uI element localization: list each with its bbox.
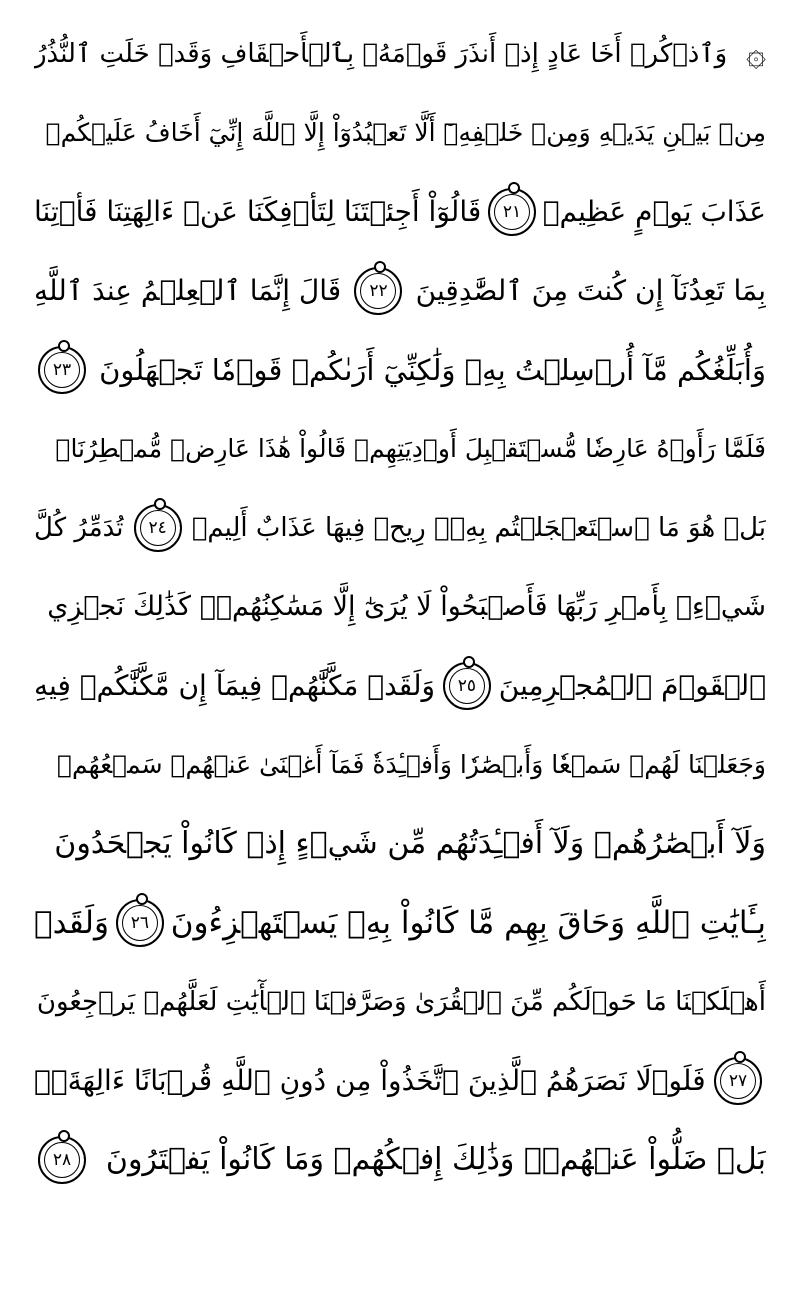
verse-line: [34, 646, 766, 725]
verse-text: ٱلۡقَوۡمَ ٱلۡمُجۡرِمِينَ: [498, 669, 766, 702]
verse-line: [34, 567, 766, 646]
ayah-number-marker: ٢١: [488, 188, 536, 236]
verse-line: [34, 488, 766, 567]
ayah-number-marker: ٢٦: [116, 899, 164, 947]
verse-text: قَالَ إِنَّمَا ٱلۡعِلۡمُ عِندَ ٱللَّهِ: [34, 274, 342, 307]
verse-text: بِمَا تَعِدُنَآ إِن كُنتَ مِنَ ٱلصَّٰدِقِينَ: [415, 274, 766, 307]
verse-line: [34, 804, 766, 883]
verse-text: شَيۡءِۭ بِأَمۡرِ رَبِّهَا فَأَصۡبَحُواْ لَا يُرَىٰٓ إِلَّا مَسَٰكِنُهُمۡۚ كَذَٰلِكَ نَجۡزِي: [47, 591, 766, 622]
verse-line: [34, 93, 766, 172]
verse-text: قَالُوٓاْ أَجِئۡتَنَا لِتَأۡفِكَنَا عَنۡ ءَالِهَتِنَا فَأۡتِنَا: [34, 195, 482, 228]
verse-text: فَلَوۡلَا نَصَرَهُمُ ٱلَّذِينَ ٱتَّخَذُواْ مِن دُونِ ٱللَّهِ قُرۡبَانًا ءَالِهَةَۢۖ: [34, 1064, 706, 1097]
verse-line: [34, 172, 766, 251]
ayah-number-marker: ٢٥: [443, 662, 491, 710]
ayah-number-marker: ٢٤: [134, 504, 182, 552]
verse-text: وَٱذۡكُرۡ أَخَا عَادٍ إِذۡ أَنذَرَ قَوۡمَهُۥ بِٱلۡأَحۡقَافِ وَقَدۡ خَلَتِ ٱلنُّذُرُ: [34, 38, 728, 69]
verse-text: وَلَقَدۡ مَكَّنَّٰهُمۡ فِيمَآ إِن مَّكَّنَّٰكُمۡ فِيهِ: [34, 669, 436, 702]
verse-line: [34, 330, 766, 409]
verse-text: بِـَٔايَٰتِ ٱللَّهِ وَحَاقَ بِهِم مَّا كَانُواْ بِهِۦ يَسۡتَهۡزِءُونَ: [170, 904, 766, 941]
verse-line: [34, 962, 766, 1041]
verse-text: فَلَمَّا رَأَوۡهُ عَارِضٗا مُّسۡتَقۡبِلَ أَوۡدِيَتِهِمۡ قَالُواْ هَٰذَا عَارِضٞ مُّمۡطِرُنَاۚ: [55, 434, 766, 463]
verse-text: وَلَقَدۡ: [34, 904, 109, 941]
ayah-number-marker: ٢٢: [354, 267, 402, 315]
verse-text: مِنۢ بَيۡنِ يَدَيۡهِ وَمِنۡ خَلۡفِهِۦٓ أَلَّا تَعۡبُدُوٓاْ إِلَّا ٱللَّهَ إِنِّيٓ أَخَافُ عَلَيۡكُمۡ: [45, 118, 766, 147]
verse-text: عَذَابَ يَوۡمٍ عَظِيمٖ: [542, 195, 766, 228]
verse-line: [34, 1120, 766, 1199]
verse-text: وَأُبَلِّغُكُم مَّآ أُرۡسِلۡتُ بِهِۦ وَلَٰكِنِّيٓ أَرَىٰكُمۡ قَوۡمٗا تَجۡهَلُونَ: [99, 352, 766, 387]
verse-text: أَهۡلَكۡنَا مَا حَوۡلَكُم مِّنَ ٱلۡقُرَىٰ وَصَرَّفۡنَا ٱلۡأٓيَٰتِ لَعَلَّهُمۡ يَرۡجِعُونَ: [36, 986, 766, 1017]
ayah-number-marker: ٢٨: [38, 1136, 86, 1184]
verse-line: [34, 1041, 766, 1120]
verse-line: [34, 725, 766, 804]
ayah-number-marker: ٢٧: [714, 1057, 762, 1105]
verse-text: تُدَمِّرُ كُلَّ: [34, 512, 124, 543]
verse-text: بَلۡ هُوَ مَا ٱسۡتَعۡجَلۡتُم بِهِۦۖ رِيحٞ فِيهَا عَذَابٌ أَلِيمٞ: [191, 512, 766, 543]
verse-text: بَلۡ ضَلُّواْ عَنۡهُمۡۚ وَذَٰلِكَ إِفۡكُهُمۡ وَمَا كَانُواْ يَفۡتَرُونَ: [105, 1142, 766, 1177]
verse-text: وَجَعَلۡنَا لَهُمۡ سَمۡعٗا وَأَبۡصَٰرٗا وَأَفۡـِٔدَةٗ فَمَآ أَغۡنَىٰ عَنۡهُمۡ سَمۡعُهُمۡ: [56, 750, 766, 779]
verse-line: [34, 409, 766, 488]
ayah-number-marker: ٢٣: [38, 346, 86, 394]
hizb-marker-icon: ۞: [746, 34, 766, 74]
verse-line: [34, 251, 766, 330]
verse-text: وَلَآ أَبۡصَٰرُهُمۡ وَلَآ أَفۡـِٔدَتُهُم مِّن شَيۡءٍ إِذۡ كَانُواْ يَجۡحَدُونَ: [54, 826, 766, 861]
verse-line: [34, 14, 766, 93]
verse-line: [34, 883, 766, 962]
